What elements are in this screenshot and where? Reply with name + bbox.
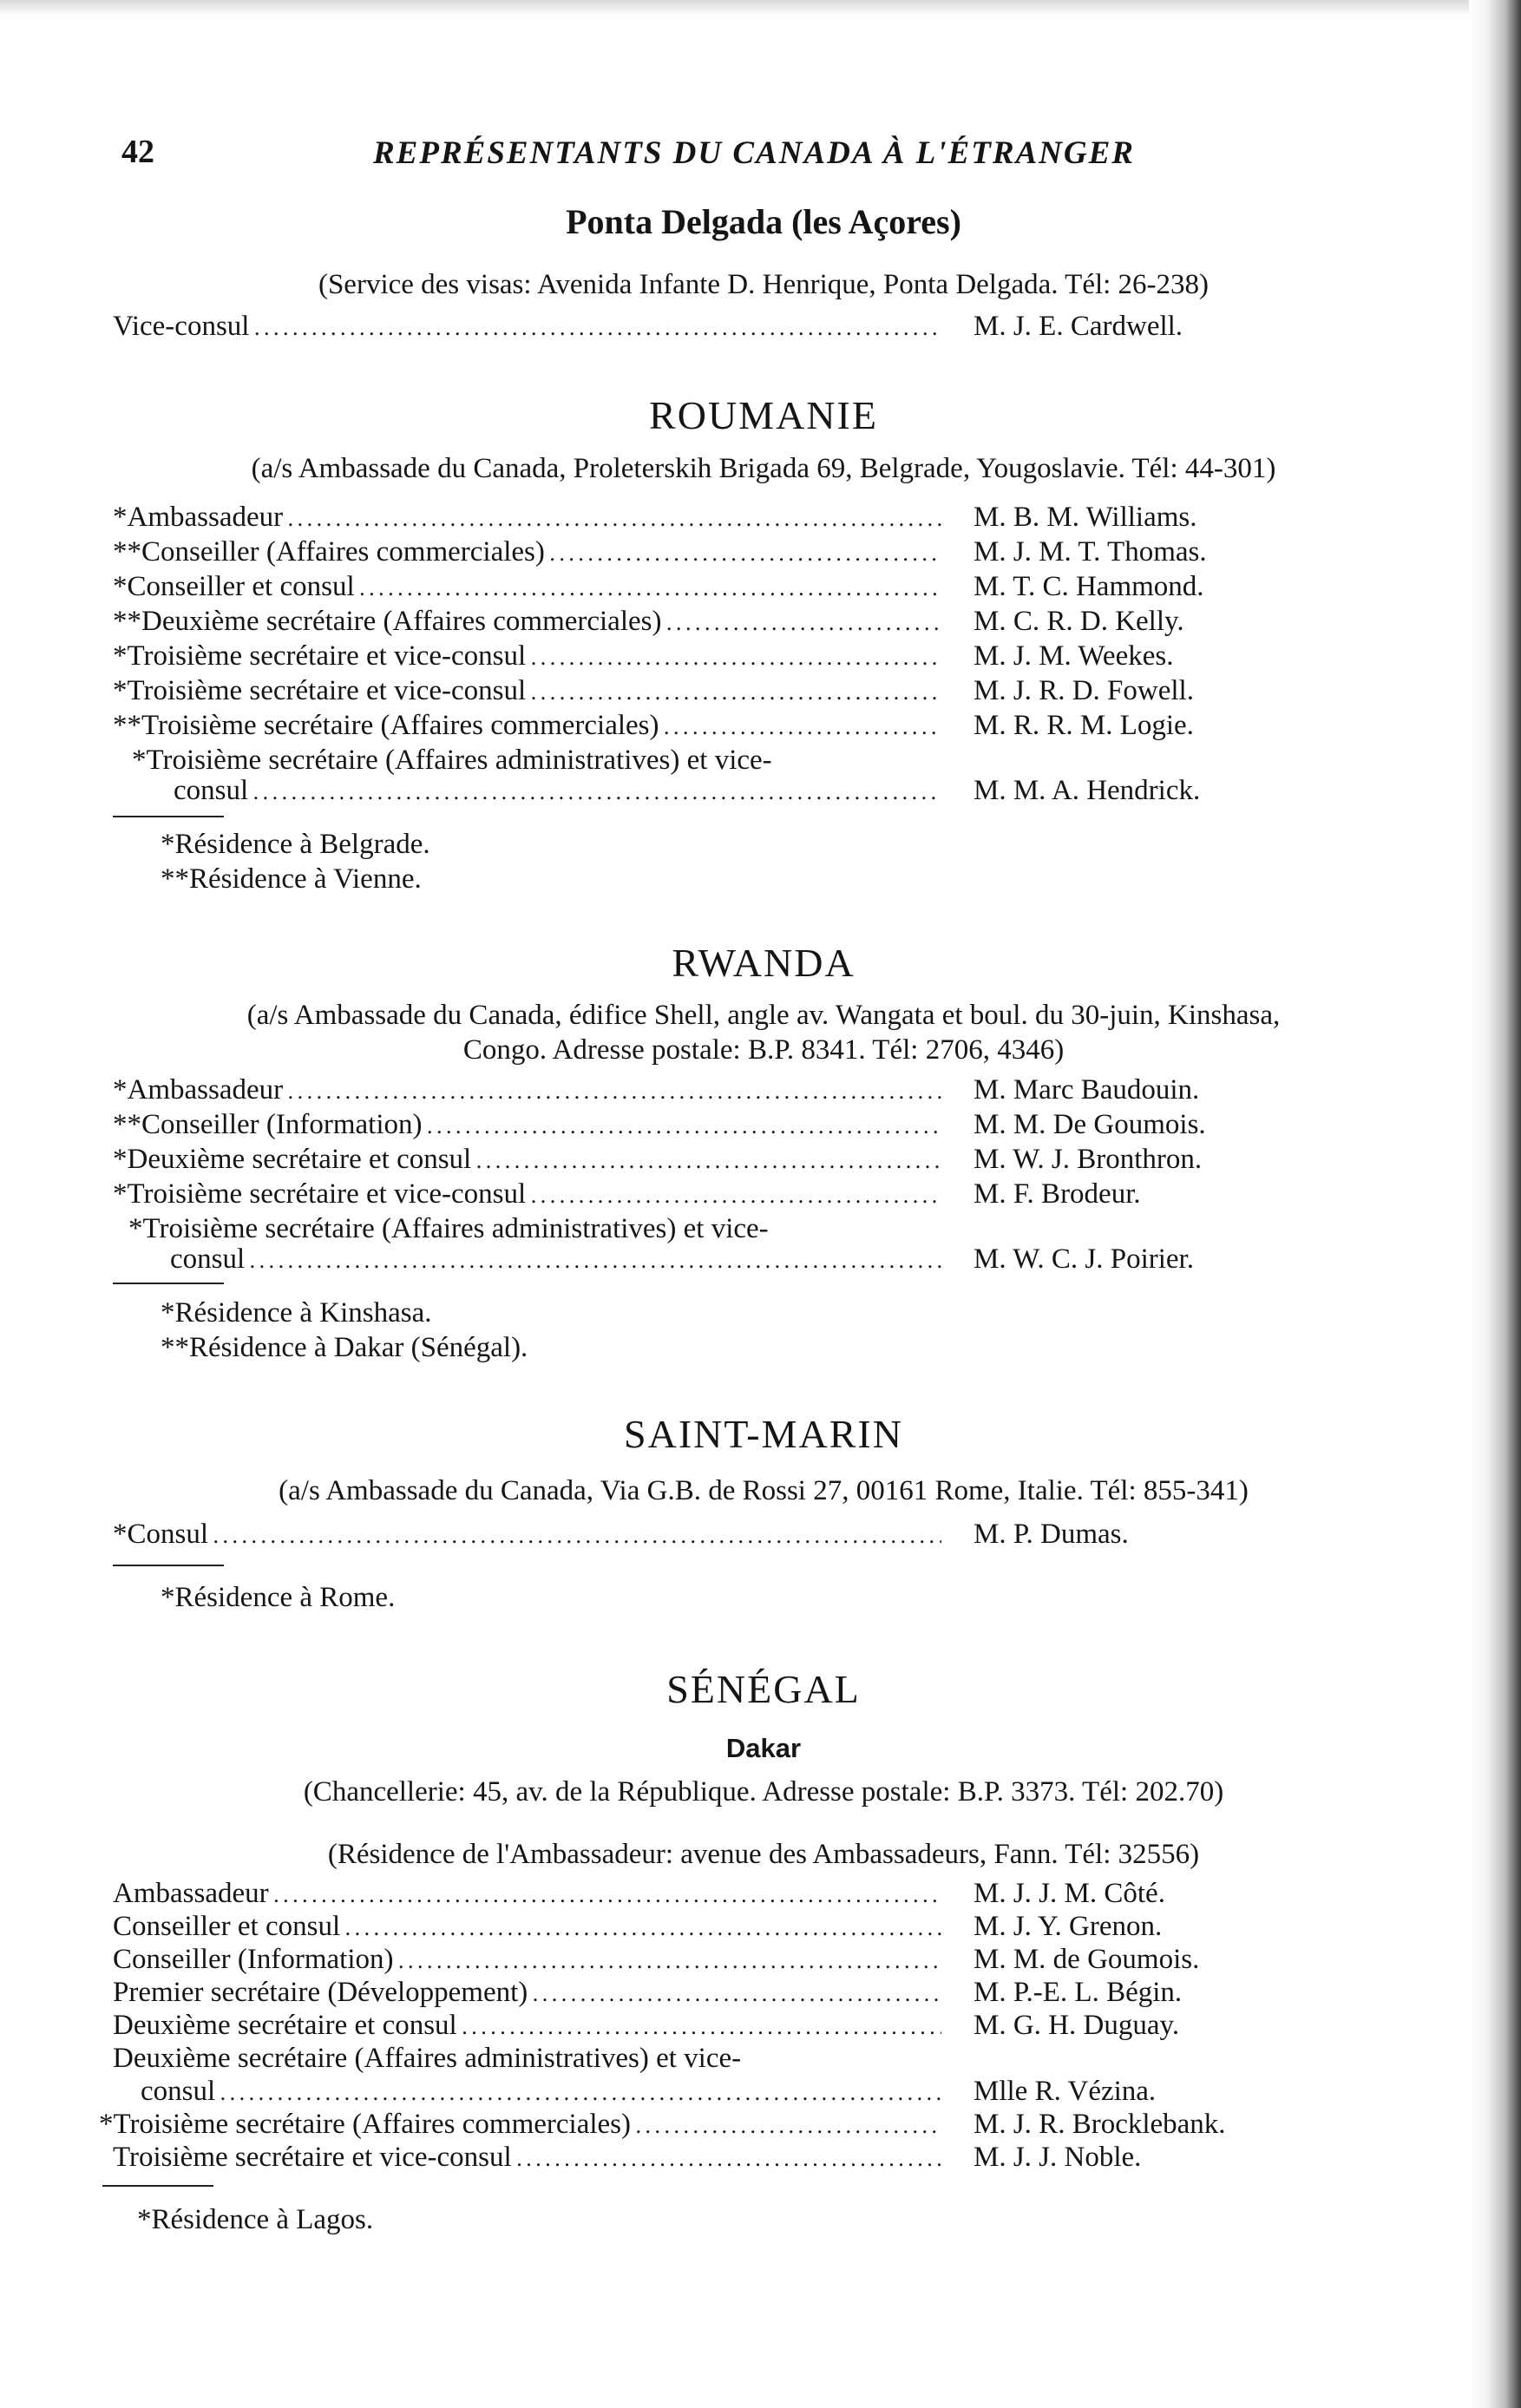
footnote: *Résidence à Rome. (161, 1582, 396, 1613)
table-row (113, 1977, 1354, 2011)
table-row (113, 710, 1354, 745)
position-label: *Consul . . . (113, 1519, 941, 1551)
address-rwanda-line2: Congo. Adresse postale: B.P. 8341. Tél: 2706, 4346) (462, 1034, 1065, 1066)
position-label-wrapped: Deuxième secrétaire (Affaires administratives) et vice- (113, 2043, 742, 2074)
footnote-divider (113, 1565, 224, 1566)
table-row (113, 1178, 1354, 1213)
position-label: consul . . . (170, 1243, 941, 1276)
position-label: **Deuxième secrétaire (Affaires commerciales) . . . (113, 606, 941, 638)
footnote: *Résidence à Belgrade. (161, 829, 430, 860)
table-row (113, 1944, 1354, 1978)
person-name: M. C. R. D. Kelly. (974, 606, 1184, 637)
person-name: M. F. Brodeur. (974, 1178, 1141, 1210)
person-name: M. T. C. Hammond. (974, 571, 1204, 602)
position-label: *Conseiller et consul . . . (113, 571, 941, 603)
footnote: *Résidence à Lagos. (137, 2204, 374, 2235)
person-name: M. J. R. Brocklebank. (974, 2109, 1226, 2140)
person-name: M. P. Dumas. (974, 1519, 1129, 1550)
section-title-rwanda: RWANDA (672, 941, 856, 985)
table-row (113, 775, 1354, 810)
position-label: Premier secrétaire (Développement) . . . (113, 1977, 941, 2009)
section-title-saint-marin: SAINT-MARIN (624, 1412, 903, 1456)
position-label: **Conseiller (Affaires commerciales) . . . (113, 536, 941, 568)
table-row (113, 606, 1354, 640)
position-label: Troisième secrétaire et vice-consul . . . (113, 2142, 941, 2174)
footnote-divider (113, 1283, 224, 1284)
person-name: M. J. E. Cardwell. (974, 311, 1183, 342)
table-row (113, 2076, 1354, 2110)
footnote: **Résidence à Dakar (Sénégal). (161, 1332, 528, 1363)
footnote-divider (102, 2185, 213, 2187)
position-label-wrapped: *Troisième secrétaire (Affaires administratives) et vice- (128, 1213, 769, 1244)
footnote: **Résidence à Vienne. (161, 863, 422, 895)
table-row (113, 1074, 1354, 1109)
person-name: M. J. J. Noble. (974, 2142, 1142, 2173)
table-row (113, 1243, 1354, 1278)
person-name: M. R. R. M. Logie. (974, 710, 1194, 741)
address-saint-marin: (a/s Ambassade du Canada, Via G.B. de Rossi 27, 00161 Rome, Italie. Tél: 855-341) (279, 1475, 1249, 1506)
person-name: M. W. C. J. Poirier. (974, 1243, 1194, 1275)
person-name: M. J. Y. Grenon. (974, 1911, 1163, 1942)
table-row (113, 2142, 1354, 2176)
scan-binding-edge (1469, 0, 1521, 2408)
table-row (113, 1144, 1354, 1178)
position-label: **Troisième secrétaire (Affaires commerciales) . . . (113, 710, 941, 742)
person-name: M. B. M. Williams. (974, 502, 1197, 533)
position-label: *Troisième secrétaire et vice-consul . . . (113, 640, 941, 673)
table-row (113, 640, 1354, 675)
person-name: Mlle R. Vézina. (974, 2076, 1157, 2107)
address-ponta-delgada: (Service des visas: Avenida Infante D. Henrique, Ponta Delgada. Tél: 26-238) (318, 269, 1210, 300)
position-label: **Conseiller (Information) . . . (113, 1109, 941, 1141)
table-row (113, 502, 1354, 536)
page-number: 42 (121, 134, 154, 170)
position-label: *Ambassadeur . . . (113, 502, 941, 534)
table-row (113, 1519, 1354, 1553)
address-rwanda-line1: (a/s Ambassade du Canada, édifice Shell, angle av. Wangata et boul. du 30-juin, Kinshasa, (246, 1000, 1281, 1031)
position-label: *Troisième secrétaire et vice-consul . . . (113, 1178, 941, 1211)
position-label-wrapped: *Troisième secrétaire (Affaires administratives) et vice- (132, 745, 772, 776)
table-row (99, 2109, 1354, 2143)
scan-top-edge (0, 0, 1521, 16)
table-row (113, 2010, 1354, 2044)
person-name: M. J. J. M. Côté. (974, 1878, 1165, 1909)
position-label: *Troisième secrétaire (Affaires commerciales) . . . (99, 2109, 941, 2141)
position-label: Ambassadeur . . . (113, 1878, 941, 1910)
city-dakar: Dakar (725, 1733, 802, 1763)
position-label: Deuxième secrétaire et consul . . . (113, 2010, 941, 2042)
person-name: M. M. De Goumois. (974, 1109, 1206, 1140)
running-title: REPRÉSENTANTS DU CANADA À L'ÉTRANGER (373, 135, 1135, 171)
footnote: *Résidence à Kinshasa. (161, 1297, 432, 1329)
person-name: M. Marc Baudouin. (974, 1074, 1200, 1106)
position-label: consul . . . (141, 2076, 941, 2108)
position-label: consul . . . (174, 775, 941, 807)
position-label: Vice-consul . . . (113, 311, 941, 343)
section-title-ponta-delgada: Ponta Delgada (les Açores) (566, 202, 961, 241)
person-name: M. J. M. T. Thomas. (974, 536, 1207, 568)
section-title-senegal: SÉNÉGAL (666, 1667, 861, 1711)
section-title-roumanie: ROUMANIE (649, 393, 878, 437)
address-residence: (Résidence de l'Ambassadeur: avenue des Ambassadeurs, Fann. Tél: 32556) (327, 1839, 1200, 1870)
person-name: M. M. A. Hendrick. (974, 775, 1201, 806)
person-name: M. J. R. D. Fowell. (974, 675, 1194, 706)
table-row (113, 311, 1354, 345)
position-label: *Deuxième secrétaire et consul . . . (113, 1144, 941, 1176)
table-row (113, 536, 1354, 571)
position-label: *Ambassadeur . . . (113, 1074, 941, 1106)
person-name: M. W. J. Bronthron. (974, 1144, 1203, 1175)
person-name: M. P.-E. L. Bégin. (974, 1977, 1183, 2008)
table-row (113, 675, 1354, 710)
table-row (113, 1878, 1354, 1913)
table-row (113, 571, 1354, 606)
position-label: Conseiller et consul . . . (113, 1911, 941, 1943)
person-name: M. M. de Goumois. (974, 1944, 1200, 1975)
position-label: *Troisième secrétaire et vice-consul . . . (113, 675, 941, 707)
footnote-divider (113, 816, 224, 817)
address-roumanie: (a/s Ambassade du Canada, Proleterskih Brigada 69, Belgrade, Yougoslavie. Tél: 44-301) (251, 453, 1276, 484)
person-name: M. G. H. Duguay. (974, 2010, 1180, 2041)
position-label: Conseiller (Information) . . . (113, 1944, 941, 1976)
table-row (113, 1911, 1354, 1945)
address-chancellerie: (Chancellerie: 45, av. de la République. Adresse postale: B.P. 3373. Tél: 202.70) (303, 1776, 1224, 1808)
table-row (113, 1109, 1354, 1144)
person-name: M. J. M. Weekes. (974, 640, 1174, 672)
